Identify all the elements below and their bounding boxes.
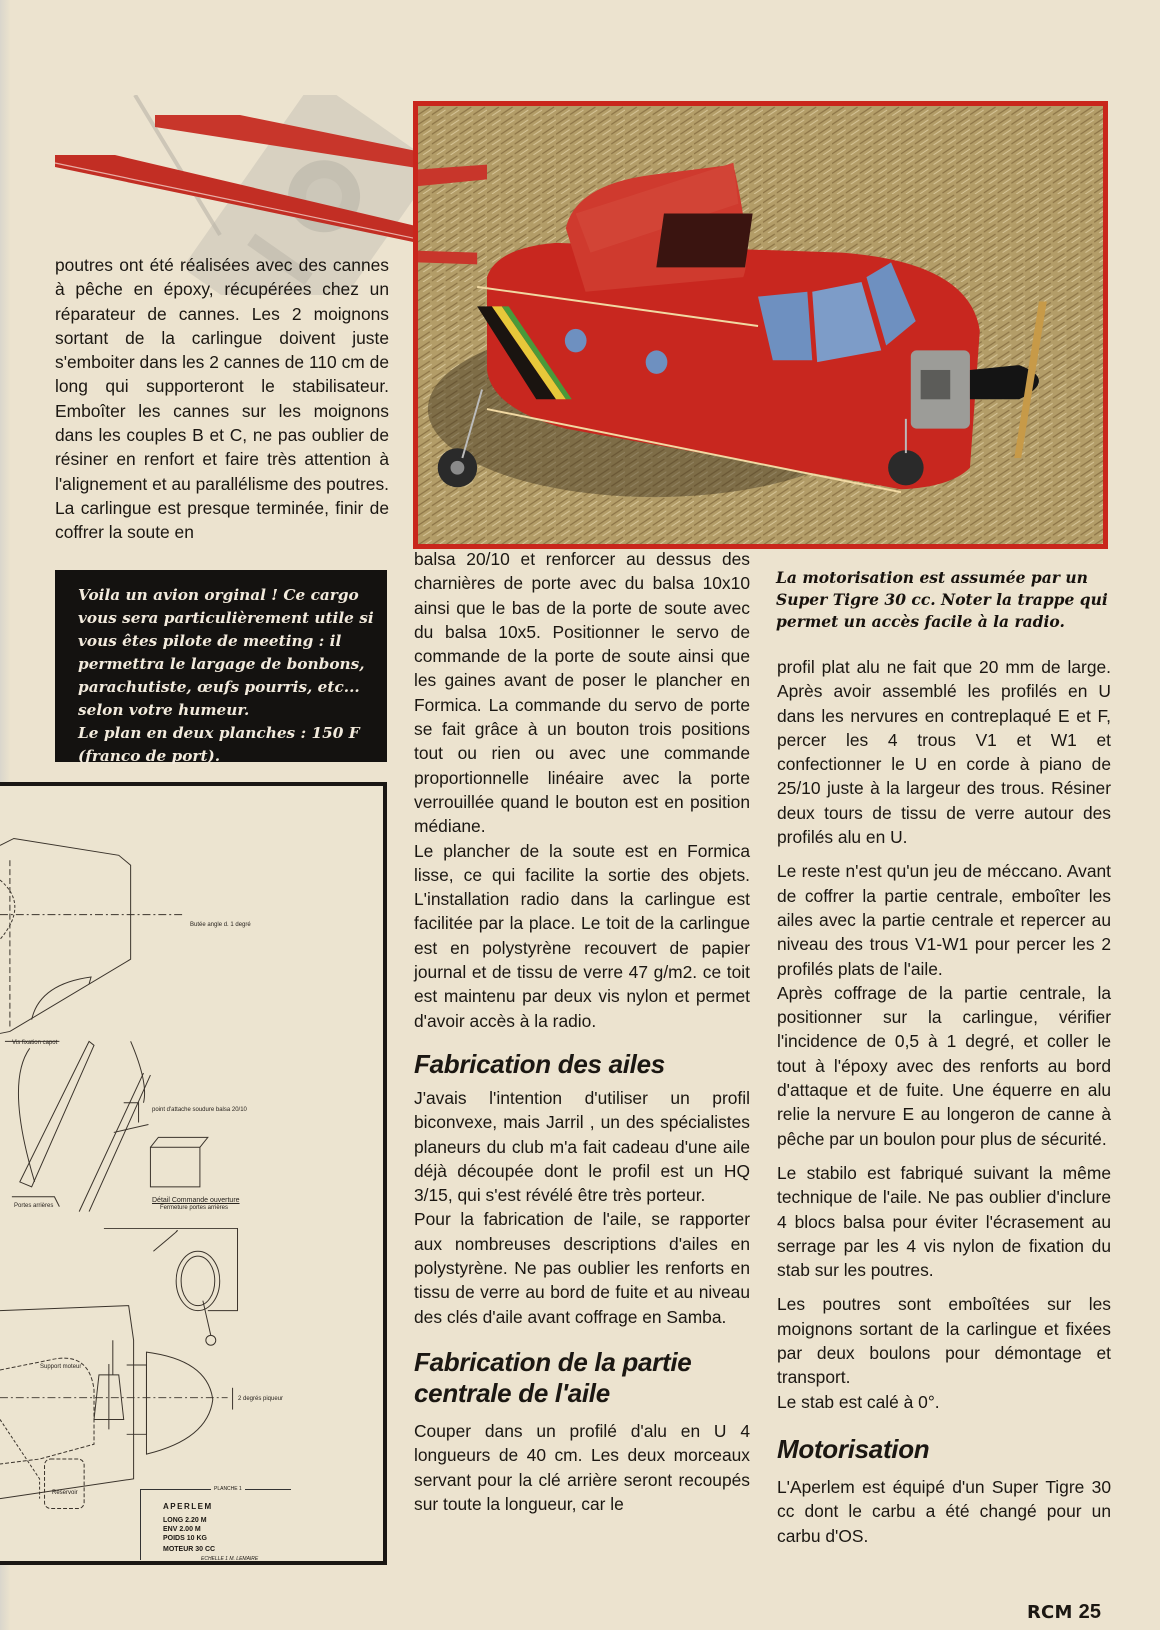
paragraph: Le reste n'est qu'un jeu de méccano. Avant de coffrer la partie centrale, emboîter les ailes avec la partie centrale et repercer au niveau des trous V1-W1 pour percer les 2 profilés plats de l'aile. — [777, 861, 1111, 979]
page-number: 25 — [1078, 1601, 1102, 1623]
paragraph: Le stab est calé à 0°. — [777, 1391, 940, 1412]
plan-spec-engine: MOTEUR 30 CC — [163, 1546, 216, 1553]
section-heading-center-section: Fabrication de la partie centrale de l'aile — [414, 1346, 692, 1408]
plan-spec-weight: POIDS 10 KG — [163, 1535, 207, 1542]
plan-label: Réservoir — [52, 1490, 78, 1496]
paragraph: Couper dans un profilé d'alu en U 4 longueurs de 40 cm. Les deux morceaux servant pour la clé arrière seront recoupés sur toute la longueur, car le — [414, 1420, 750, 1514]
page-folio — [1027, 1601, 1101, 1624]
paragraph: J'avais l'intention d'utiliser un profil biconvexe, mais Jarril , un des spécialistes planeurs du club m'a fait cadeau d'une aile déjà découpée dont le profil est un HQ 3/15, qui s'est révélé être très porteur. — [414, 1087, 750, 1206]
paragraph: balsa 20/10 et renforcer au dessus des charnières de porte avec du balsa 10x10 ainsi que le bas de la porte de soute avec du balsa 10x5. Positionner le servo de commande de la porte de soute ainsi que les gaines avant de poser le plancher en Formica. La commande du servo de porte se fait grâce à un bouton trois positions tout ou rien ou avec une commande proportionnelle linéaire avec la porte verrouillée quand le bouton est en position médiane. — [414, 549, 750, 837]
plan-label: Butée angle d. 1 degré — [190, 922, 251, 928]
plan-label: 2 degrés piqueur — [238, 1396, 284, 1402]
plan-title-block — [140, 1486, 291, 1562]
article-column-3 — [777, 655, 1111, 1548]
tail-beams-image — [55, 105, 475, 265]
paragraph: L'Aperlem est équipé d'un Super Tigre 30 cc dont le carbu a été changé pour un carbu d'OS. — [777, 1476, 1111, 1546]
plan-plate-number: PLANCHE 1 — [211, 1486, 245, 1492]
callout-text: Voila un avion orginal ! Ce cargo vous sera particulièrement utile si vous êtes pilote de meeting : il permettra le largage de bonbons, parachutiste, œufs pourris, etc... selon votre humeur. — [78, 586, 374, 719]
paragraph: Les poutres sont emboîtées sur les moignons sortant de la carlingue et fixées par deux boulons pour démontage et transport. — [777, 1294, 1111, 1388]
paragraph: Le stabilo est fabriqué suivant la même technique de l'aile. Ne pas oublier d'inclure 4 blocs balsa pour éviter l'écrasement au serrage par les 4 vis nylon de fixation du stab sur les poutres. — [777, 1162, 1111, 1281]
aircraft-photo — [413, 101, 1108, 549]
plan-label: Détail Commande ouverture — [152, 1197, 240, 1204]
plan-label: Vis fixation capot — [12, 1040, 58, 1046]
plan-label: Portes arrières — [14, 1203, 54, 1209]
section-heading-engine: Motorisation — [777, 1433, 930, 1464]
plan-spec-length: LONG 2.20 M — [163, 1517, 207, 1524]
paragraph: Le plancher de la soute est en Formica lisse, ce qui facilite la sortie des objets. L'installation radio dans la carlingue est facilitée par la place. Le toit de la carlingue est en polystyrène recouvert de papier journal et de tissu de verre 47 g/m2. ce toit est maintenu par deux vis nylon et permet d'avoir accès à la radio. — [414, 840, 750, 1031]
plan-label: point d'attache soudure balsa 20/10 — [152, 1107, 247, 1113]
callout-price-text: Le plan en deux planches : 150 F (franco de port). — [78, 724, 360, 765]
photo-caption: La motorisation est assumée par un Super Tigre 30 cc. Noter la trappe qui permet un accès facile à la radio. — [776, 568, 1108, 631]
intro-callout-box — [55, 570, 387, 765]
paragraph: Après coffrage de la partie centrale, la positionner sur la carlingue, vérifier l'incidence de 0,5 à 1 degré, et coller le tout à l'époxy avec des renforts au bord d'attaque et de fuite. Une équerre en alu relie la nervure E au longeron de canne à pêche par un boulon pour plus de sécurité. — [777, 982, 1111, 1149]
section-heading-wings: Fabrication des ailes — [414, 1048, 665, 1079]
article-column-1 — [55, 253, 389, 545]
paragraph: profil plat alu ne fait que 20 mm de large. Après avoir assemblé les profilés en U dans les nervures en contreplaqué E et F, percer les 4 trous V1 et W1 et confectionner le U en corde à piano de 25/10 juste à la largeur des trous. Résiner deux tours de tissu de verre autour des profilés alu en U. — [777, 657, 1111, 848]
plan-scale-author: ECHELLE 1 M. LEMAIRE — [201, 1556, 259, 1562]
plan-spec-span: ENV 2.00 M — [163, 1526, 201, 1533]
paragraph: Pour la fabrication de l'aile, se rapporter aux nombreuses descriptions d'ailes en polystyrène. Ne pas oublier les renforts en tissu de verre au bord de fuite et au niveau des clés d'aile avant coffrage en Samba. — [414, 1209, 750, 1327]
article-column-2 — [414, 547, 750, 1516]
plan-model-name: APERLEM — [163, 1502, 213, 1511]
paragraph: poutres ont été réalisées avec des cannes à pêche en époxy, récupérées chez un réparateur de cannes. Les 2 moignons sortant de la carlingue doivent juste s'emboiter dans les 2 cannes de 110 cm de long qui supporteront le stabilisateur. Emboîter les cannes sur les moignons dans les couples B et C, ne pas oublier de résiner en renfort et faire très attention à l'alignement et au parallélisme des poutres. La carlingue est presque terminée, finir de coffrer la soute en — [55, 255, 389, 543]
construction-plan-drawing — [0, 782, 387, 1565]
plan-label: Support moteur — [40, 1364, 82, 1370]
plan-label: Fermeture portes arrières — [160, 1205, 229, 1211]
magazine-name: RCM — [1027, 1602, 1073, 1623]
